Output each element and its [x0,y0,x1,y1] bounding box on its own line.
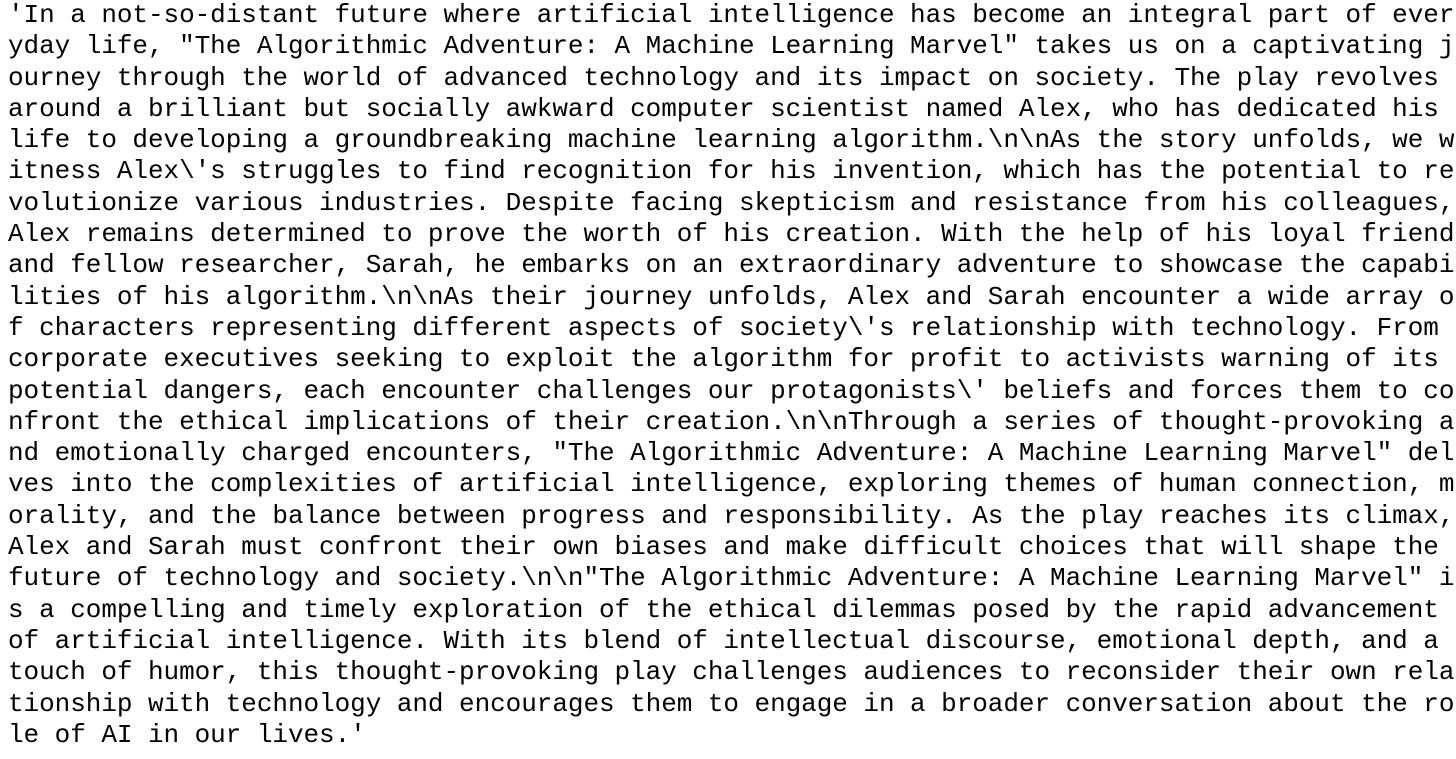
text-output [8,0,1456,751]
text-line: s a compelling and timely exploration of the ethical dilemmas posed by the rapid advancement [8,594,1455,625]
text-line: ves into the complexities of artificial intelligence, exploring themes of human connection, m [8,469,1455,500]
text-line: ourney through the world of advanced technology and its impact on society. The play revolves [8,62,1455,93]
text-line: yday life, "The Algorithmic Adventure: A Machine Learning Marvel" takes us on a captivating j [8,31,1455,62]
text-line: itness Alex\'s struggles to find recognition for his invention, which has the potential to re [8,156,1455,187]
text-line: 'In a not-so-distant future where artificial intelligence has become an integral part of ever [8,0,1455,30]
text-line: tionship with technology and encourages them to engage in a broader conversation about the ro [8,688,1455,719]
text-line: Alex and Sarah must confront their own biases and make difficult choices that will shape the [8,532,1455,563]
text-line: future of technology and society.\n\n"The Algorithmic Adventure: A Machine Learning Marvel" i [8,563,1455,594]
text-line: and fellow researcher, Sarah, he embarks on an extraordinary adventure to showcase the capabi [8,250,1455,281]
text-line: corporate executives seeking to exploit the algorithm for profit to activists warning of its [8,344,1455,375]
text-line: le of AI in our lives.' [8,719,366,750]
text-line: volutionize various industries. Despite facing skepticism and resistance from his colleagues, [8,187,1455,218]
text-line: f characters representing different aspects of society\'s relationship with technology. From [8,312,1455,343]
text-line: Alex remains determined to prove the worth of his creation. With the help of his loyal friend [8,219,1455,250]
text-line: touch of humor, this thought-provoking play challenges audiences to reconsider their own rela [8,657,1455,688]
text-line: of artificial intelligence. With its blend of intellectual discourse, emotional depth, and a [8,625,1455,656]
text-line: orality, and the balance between progress and responsibility. As the play reaches its climax, [8,500,1455,531]
text-line: lities of his algorithm.\n\nAs their journey unfolds, Alex and Sarah encounter a wide array o [8,281,1455,312]
text-line: life to developing a groundbreaking machine learning algorithm.\n\nAs the story unfolds, we w [8,125,1455,156]
text-line: potential dangers, each encounter challenges our protagonists\' beliefs and forces them to co [8,375,1455,406]
text-line: around a brilliant but socially awkward computer scientist named Alex, who has dedicated his [8,93,1455,124]
text-line: nd emotionally charged encounters, "The Algorithmic Adventure: A Machine Learning Marvel" del [8,438,1455,469]
text-line: nfront the ethical implications of their creation.\n\nThrough a series of thought-provoking a [8,406,1455,437]
